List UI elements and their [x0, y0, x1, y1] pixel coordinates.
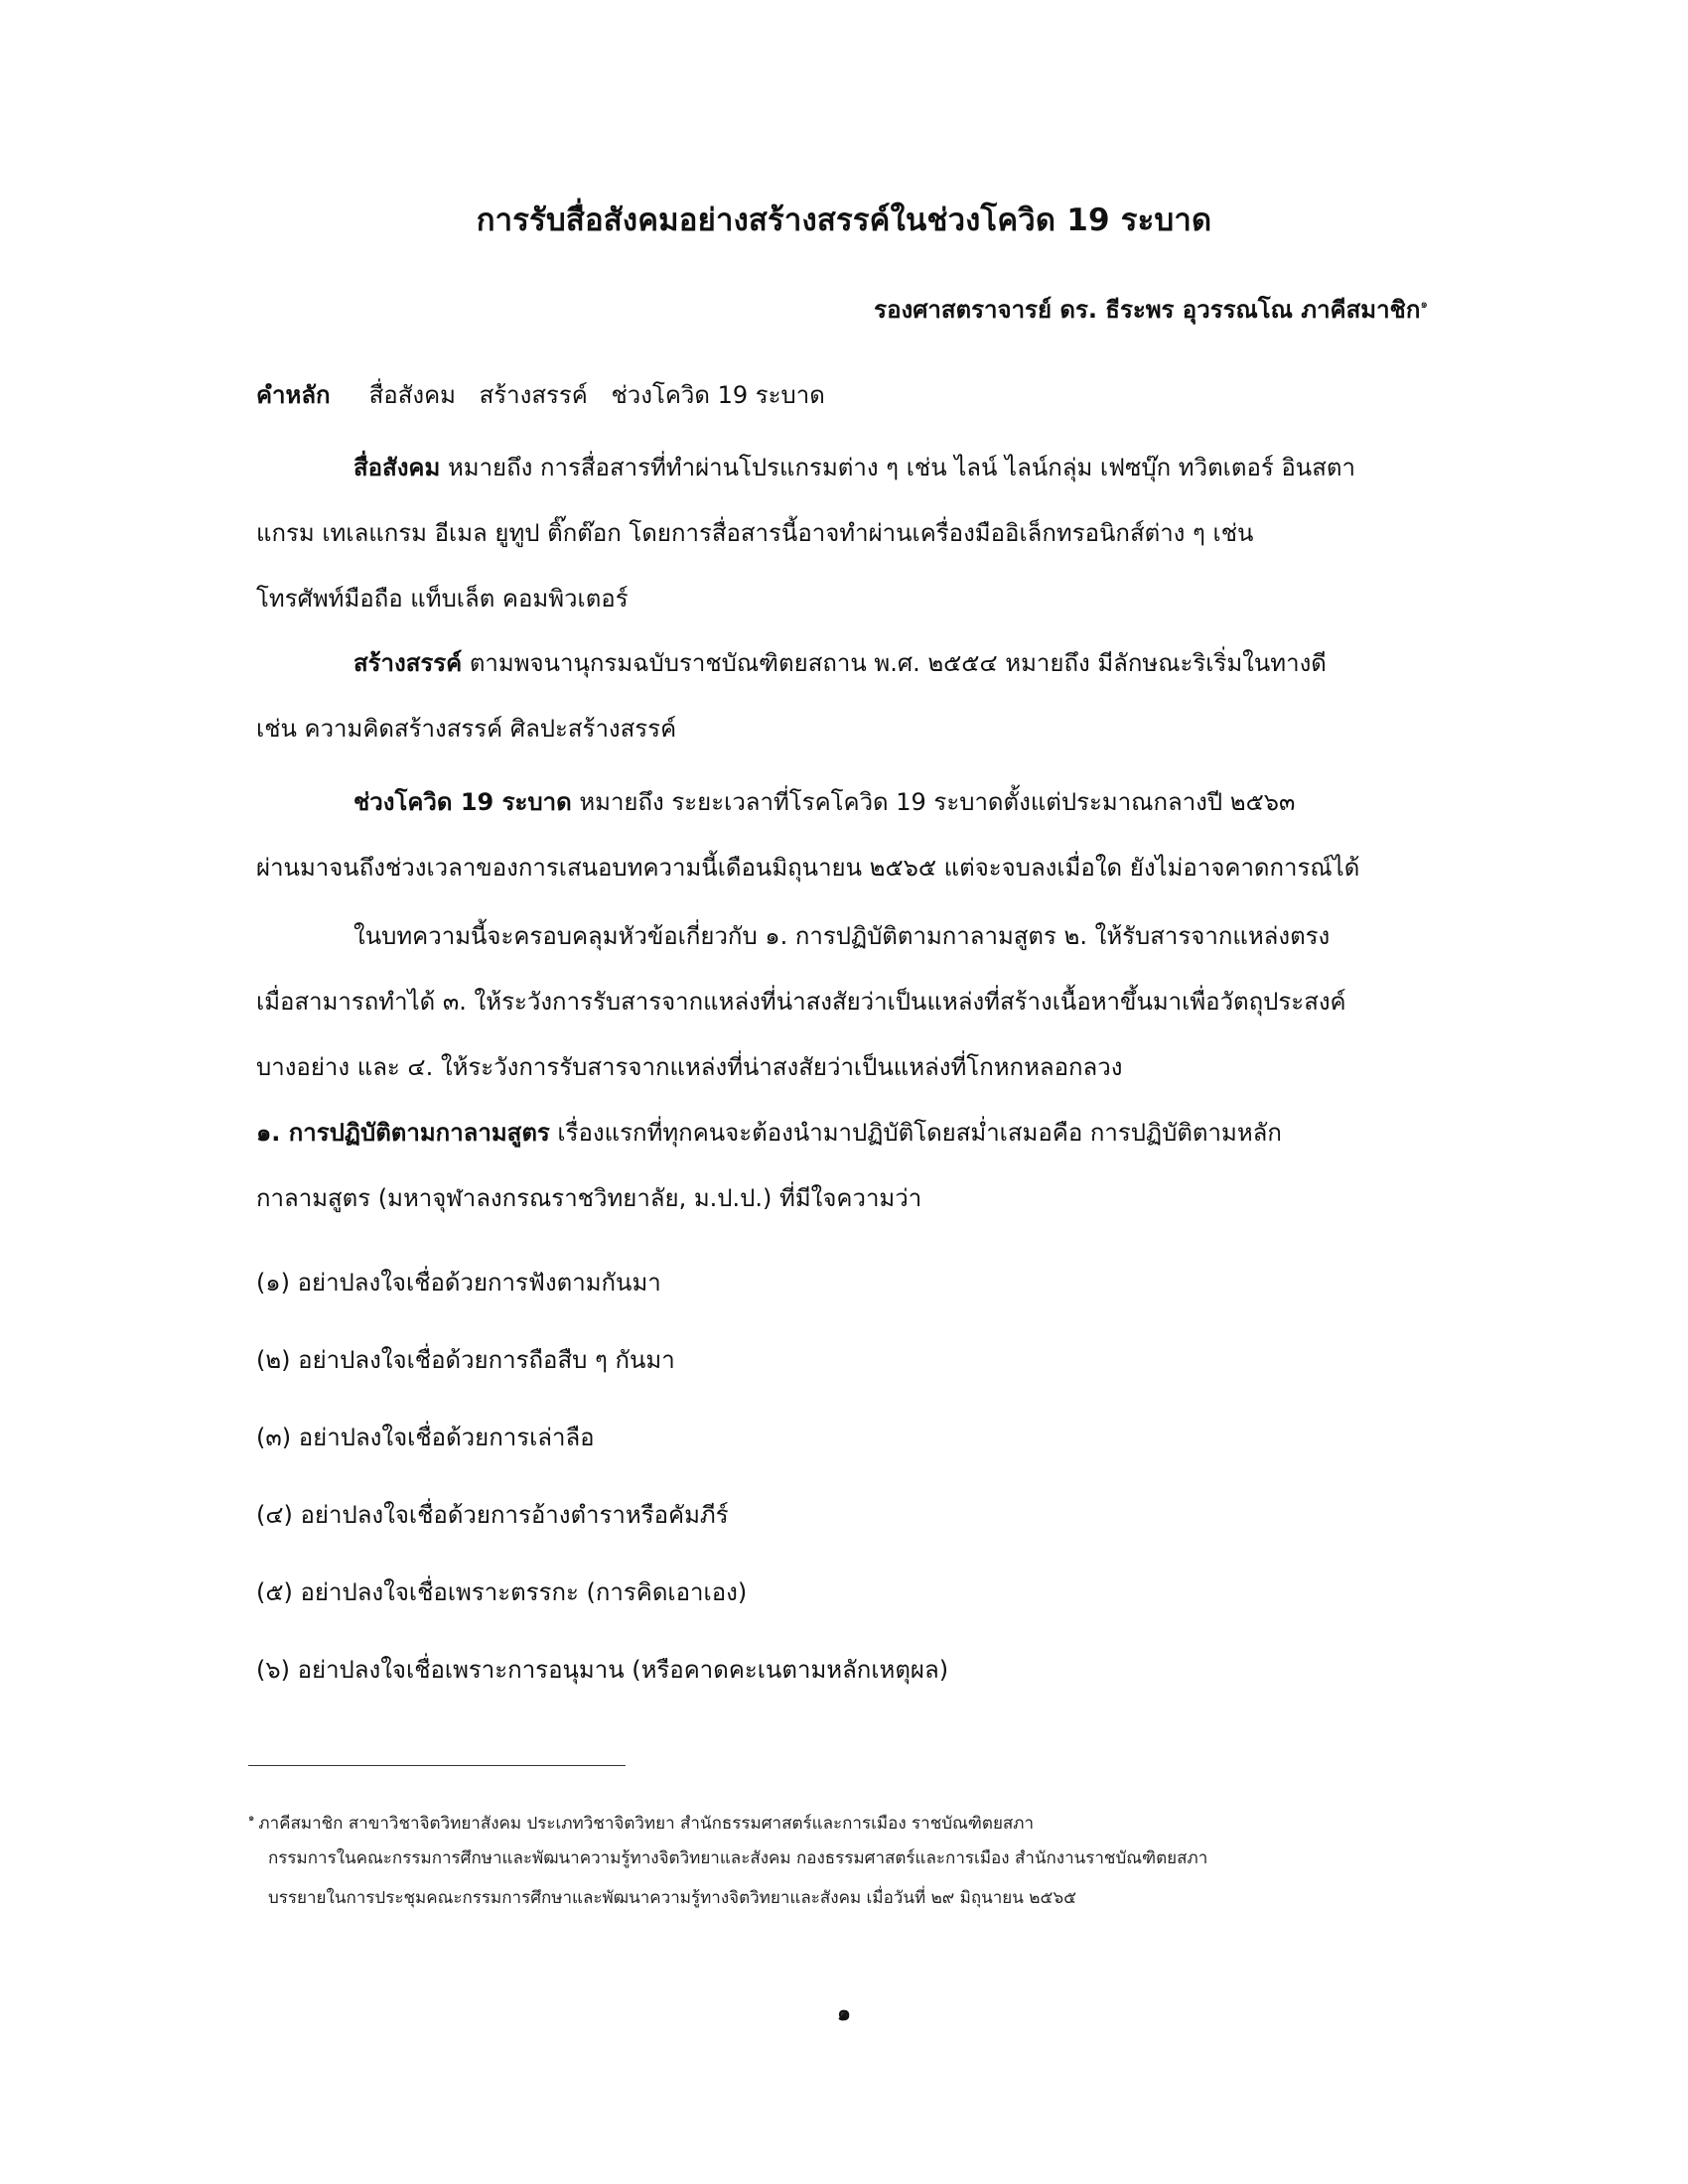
- paragraph-line: สื่อสังคม หมายถึง การสื่อสารที่ทำผ่านโปรแกรมต่าง ๆ เช่น ไลน์ ไลน์กลุ่ม เฟซบุ๊ก ทวิตเตอร์ อินสตา: [353, 454, 1355, 481]
- defined-term: สื่อสังคม: [353, 454, 441, 481]
- section-heading: ๑. การปฏิบัติตามกาลามสูตร: [256, 1119, 550, 1147]
- paragraph-line: บางอย่าง และ ๔. ให้ระวังการรับสารจากแหล่งที่น่าสงสัยว่าเป็นแหล่งที่โกหกหลอกลวง: [256, 1053, 1123, 1081]
- author-line: [874, 290, 1428, 329]
- paragraph-line: แกรม เทเลแกรม อีเมล ยูทูป ติ๊กต๊อก โดยการสื่อสารนี้อาจทำผ่านเครื่องมืออิเล็กทรอนิกส์ต่าง ๆ เช่น: [256, 519, 1254, 547]
- footnote-divider: [248, 1765, 626, 1766]
- keyword: ช่วงโควิด 19 ระบาด: [611, 381, 825, 409]
- list-item: (๒) อย่าปลงใจเชื่อด้วยการถือสืบ ๆ กันมา: [256, 1346, 675, 1374]
- footnote-line: $^๑$ ภาคีสมาชิก สาขาวิชาจิตวิทยาสังคม ประเภทวิชาจิตวิทยา สำนักธรรมศาสตร์และการเมือง ราชบัณฑิตยสภา: [248, 1813, 1035, 1834]
- paragraph-line: กาลามสูตร (มหาจุฬาลงกรณราชวิทยาลัย, ม.ป.ป.) ที่มีใจความว่า: [256, 1184, 922, 1212]
- footnotes: [248, 1799, 1207, 1918]
- author-footnote-marker[interactable]: ๑: [1420, 297, 1428, 311]
- paragraph-line: เช่น ความคิดสร้างสรรค์ ศิลปะสร้างสรรค์: [256, 715, 677, 743]
- paragraph-article-scope: [256, 903, 1448, 1100]
- paragraph-line: เมื่อสามารถทำได้ ๓. ให้ระวังการรับสารจากแหล่งที่น่าสงสัยว่าเป็นแหล่งที่สร้างเนื้อหาขึ้นมาเพื่อวัตถุประสงค์: [256, 988, 1346, 1016]
- paragraph-line: ในบทความนี้จะครอบคลุมหัวข้อเกี่ยวกับ ๑. การปฏิบัติตามกาลามสูตร ๒. ให้รับสารจากแหล่งตรง: [353, 922, 1331, 950]
- keyword: สร้างสรรค์: [479, 381, 588, 409]
- defined-term: ช่วงโควิด 19 ระบาด: [353, 788, 572, 816]
- paragraph-covid-period-definition: [256, 769, 1448, 900]
- section-kalama-sutta: [256, 1100, 1448, 1231]
- keyword: สื่อสังคม: [368, 381, 456, 409]
- paragraph-social-media-definition: [256, 435, 1448, 631]
- footnote-line: กรรมการในคณะกรรมการศึกษาและพัฒนาความรู้ทางจิตวิทยาและสังคม กองธรรมศาสตร์และการเมือง สำนักงานราชบัณฑิตยสภา: [268, 1848, 1208, 1868]
- list-item: (๕) อย่าปลงใจเชื่อเพราะตรรกะ (การคิดเอาเอง): [256, 1578, 748, 1606]
- footnote-line: บรรยายในการประชุมคณะกรรมการศึกษาและพัฒนาความรู้ทางจิตวิทยาและสังคม เมื่อวันที่ ๒๙ มิถุนายน ๒๕๖๕: [268, 1888, 1077, 1908]
- paragraph-line: ช่วงโควิด 19 ระบาด หมายถึง ระยะเวลาที่โรคโควิด 19 ระบาดตั้งแต่ประมาณกลางปี ๒๕๖๓: [353, 788, 1296, 816]
- paragraph-line: ผ่านมาจนถึงช่วงเวลาของการเสนอบทความนี้เดือนมิถุนายน ๒๕๖๕ แต่จะจบลงเมื่อใด ยังไม่อาจคาดการณ์ได้: [256, 854, 1360, 882]
- footnote-marker: ๑: [248, 1813, 255, 1824]
- document-title: การรับสื่อสังคมอย่างสร้างสรรค์ในช่วงโควิด 19 ระบาด: [476, 203, 1212, 238]
- defined-term: สร้างสรรค์: [353, 649, 463, 677]
- list-item: (๔) อย่าปลงใจเชื่อด้วยการอ้างตำราหรือคัมภีร์: [256, 1501, 729, 1529]
- keywords-label: คำหลัก: [256, 381, 331, 409]
- list-item: (๑) อย่าปลงใจเชื่อด้วยการฟังตามกันมา: [256, 1269, 661, 1297]
- paragraph-line: โทรศัพท์มือถือ แท็บเล็ต คอมพิวเตอร์: [256, 585, 629, 613]
- keywords-line: [256, 362, 1448, 428]
- list-item: (๓) อย่าปลงใจเชื่อด้วยการเล่าลือ: [256, 1424, 595, 1451]
- paragraph-line: ๑. การปฏิบัติตามกาลามสูตร เรื่องแรกที่ทุกคนจะต้องนำมาปฏิบัติโดยสม่ำเสมอคือ การปฏิบัติตามหลัก: [256, 1119, 1282, 1147]
- author-name: รองศาสตราจารย์ ดร. ธีระพร อุวรรณโณ ภาคีสมาชิก: [874, 296, 1421, 324]
- paragraph-creative-definition: [256, 630, 1448, 761]
- kalama-principles-list: [256, 1244, 1448, 1708]
- page-number: ๑: [837, 2001, 851, 2026]
- list-item: (๖) อย่าปลงใจเชื่อเพราะการอนุมาน (หรือคาดคะเนตามหลักเหตุผล): [256, 1656, 949, 1684]
- paragraph-line: สร้างสรรค์ ตามพจนานุกรมฉบับราชบัณฑิตยสถาน พ.ศ. ๒๕๕๔ หมายถึง มีลักษณะริเริ่มในทางดี: [353, 649, 1327, 677]
